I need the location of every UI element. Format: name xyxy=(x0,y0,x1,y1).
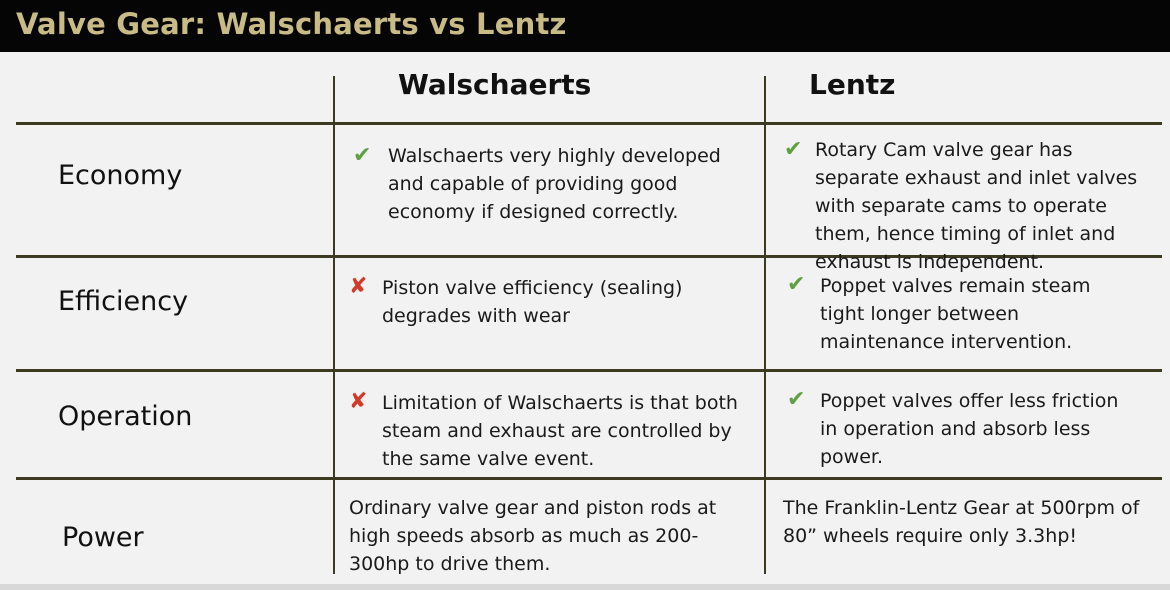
checkmark-icon: ✔ xyxy=(353,143,372,168)
cell-economy-walschaerts xyxy=(388,142,758,226)
cell-power-walschaerts xyxy=(349,494,754,578)
row-divider-header xyxy=(16,122,1162,125)
cell-text: The Franklin-Lentz Gear at 500rpm of 80” wheels require only 3.3hp! xyxy=(783,497,1140,547)
cell-text: Walschaerts very highly developed and capable of providing good economy if designed correctly. xyxy=(388,145,721,223)
column-divider-left xyxy=(333,76,335,574)
cross-icon: ✘ xyxy=(349,389,368,414)
column-header-walschaerts: Walschaerts xyxy=(398,68,592,101)
checkmark-icon: ✔ xyxy=(784,137,803,162)
cell-operation-walschaerts xyxy=(382,389,742,473)
cell-text: Limitation of Walschaerts is that both steam and exhaust are controlled by the same valve event. xyxy=(382,392,738,470)
checkmark-icon: ✔ xyxy=(787,387,806,412)
cell-efficiency-lentz xyxy=(820,272,1130,356)
bottom-strip xyxy=(0,584,1170,590)
title-bar xyxy=(0,0,1170,52)
row-label-efficiency: Efficiency xyxy=(58,286,189,317)
row-label-operation: Operation xyxy=(58,401,193,432)
cell-text: Piston valve efficiency (sealing) degrades with wear xyxy=(382,277,683,327)
cell-power-lentz xyxy=(783,494,1148,550)
row-divider-3 xyxy=(16,477,1162,480)
cell-efficiency-walschaerts xyxy=(382,274,757,330)
cell-economy-lentz xyxy=(815,136,1155,276)
cell-text: Poppet valves offer less friction in operation and absorb less power. xyxy=(820,390,1119,468)
cell-text: Ordinary valve gear and piston rods at high speeds absorb as much as 200-300hp to drive them. xyxy=(349,497,717,575)
column-header-lentz: Lentz xyxy=(809,68,896,101)
checkmark-icon: ✔ xyxy=(787,272,806,297)
column-divider-right xyxy=(764,76,766,574)
row-divider-2 xyxy=(16,369,1162,372)
row-label-power: Power xyxy=(62,522,144,553)
cell-operation-lentz xyxy=(820,387,1140,471)
cell-text: Poppet valves remain steam tight longer between maintenance intervention. xyxy=(820,275,1091,353)
cross-icon: ✘ xyxy=(349,274,368,299)
page-title: Valve Gear: Walschaerts vs Lentz xyxy=(16,7,567,41)
row-label-economy: Economy xyxy=(58,160,183,191)
cell-text: Rotary Cam valve gear has separate exhaust and inlet valves with separate cams to operate them, hence timing of inlet and exhaust is independent. xyxy=(815,139,1138,273)
